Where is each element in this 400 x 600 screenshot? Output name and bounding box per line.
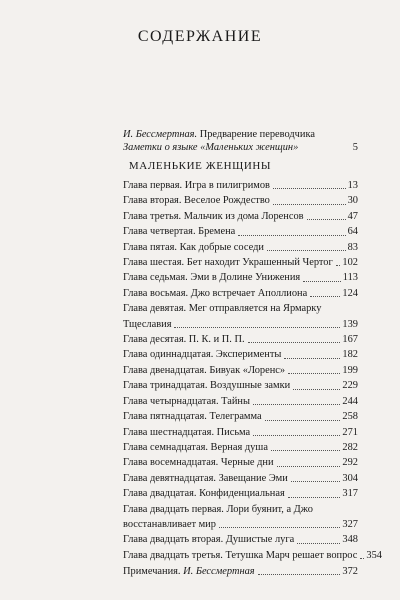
notes-label: Примечания.	[123, 566, 181, 577]
chapter-title: Глава тринадцатая. Воздушные замки	[123, 380, 291, 392]
chapter-title: Глава седьмая. Эми в Долине Унижения	[123, 272, 301, 284]
toc-entry	[123, 286, 358, 301]
chapter-page-number: 182	[342, 349, 358, 361]
dot-leader	[293, 389, 340, 390]
notes-entry	[123, 565, 358, 579]
chapter-page-number: 282	[342, 441, 358, 453]
chapter-title: Глава третья. Мальчик из дома Лоренсов	[123, 210, 304, 222]
toc-entry	[123, 455, 358, 470]
toc-entry	[123, 224, 358, 239]
chapter-page-number: 47	[347, 210, 358, 222]
section-heading: МАЛЕНЬКИЕ ЖЕНЩИНЫ	[128, 160, 272, 172]
chapter-title: Глава двадцать третья. Тетушка Марч решает вопрос	[123, 549, 358, 561]
chapter-title: Глава четырнадцатая. Тайны	[123, 395, 250, 407]
page-title: СОДЕРЖАНИЕ	[137, 28, 263, 45]
chapter-title: Глава вторая. Веселое Рождество	[123, 195, 270, 207]
chapter-page-number: 244	[342, 395, 358, 407]
toc-entry	[123, 178, 358, 193]
toc-entry	[123, 440, 358, 455]
preface-title-line	[123, 128, 358, 141]
chapter-page-number: 113	[342, 272, 358, 284]
chapter-page-number: 229	[342, 380, 358, 392]
chapter-page-number: 13	[347, 180, 358, 191]
dot-leader	[258, 574, 341, 575]
toc-entry	[123, 502, 358, 533]
dot-leader	[297, 543, 340, 544]
dot-leader	[273, 204, 346, 205]
chapter-title: Глава двадцать вторая. Душистые луга	[123, 534, 295, 546]
chapter-page-number: 83	[347, 241, 358, 253]
toc-entry	[123, 193, 358, 208]
chapter-title: Глава восемнадцатая. Черные дни	[123, 457, 274, 469]
preface-title: Предварение переводчика	[197, 129, 315, 140]
toc-entry	[123, 347, 358, 362]
dot-leader	[288, 373, 340, 374]
chapter-title: Глава девятнадцатая. Завещание Эми	[123, 472, 288, 484]
toc-entry	[123, 378, 358, 393]
chapter-title-line1: Глава двадцать первая. Лори буянит, а Джо	[123, 503, 313, 515]
dot-leader	[273, 188, 346, 189]
preface-author: И. Бессмертная.	[123, 129, 198, 140]
toc-entry	[123, 270, 358, 285]
chapter-title: Глава одиннадцатая. Эксперименты	[123, 349, 282, 361]
toc-entry	[123, 394, 358, 409]
chapter-page-number: 30	[347, 195, 358, 207]
chapter-title: Глава первая. Игра в пилигримов	[123, 180, 270, 191]
chapter-title-line2: восстанавливает мир	[123, 518, 216, 530]
chapter-page-number: 167	[342, 334, 358, 346]
chapter-page-number: 317	[342, 488, 358, 500]
preface-entry	[123, 128, 358, 154]
dot-leader	[336, 265, 341, 266]
chapter-page-number: 258	[342, 411, 358, 423]
toc-entry	[123, 332, 358, 347]
dot-leader	[219, 527, 340, 528]
dot-leader	[253, 435, 340, 436]
chapter-page-number: 199	[342, 364, 358, 376]
chapter-title: Глава шестнадцатая. Письма	[123, 426, 251, 438]
toc-entry	[123, 548, 382, 563]
toc-entry	[123, 240, 358, 255]
dot-leader	[307, 219, 346, 220]
dot-leader	[248, 342, 341, 343]
chapter-page-number: 292	[342, 457, 358, 469]
chapter-title-line2: Тщеславия	[123, 318, 172, 330]
dot-leader	[271, 450, 340, 451]
notes-label-group	[123, 565, 255, 579]
toc-entry	[123, 471, 358, 486]
dot-leader	[267, 250, 346, 251]
chapter-list	[123, 178, 382, 563]
dot-leader	[174, 327, 340, 328]
dot-leader	[277, 466, 341, 467]
chapter-title: Глава пятая. Как добрые соседи	[123, 241, 264, 253]
chapter-page-number: 124	[342, 287, 358, 299]
dot-leader	[238, 235, 345, 236]
notes-page-number: 372	[342, 566, 358, 577]
chapter-title: Глава десятая. П. К. и П. П.	[123, 334, 245, 346]
dot-leader	[310, 296, 340, 297]
chapter-title: Глава семнадцатая. Верная душа	[123, 441, 268, 453]
chapter-page-number: 64	[347, 226, 358, 238]
chapter-title-line2-row	[123, 517, 358, 532]
chapter-page-number: 304	[342, 472, 358, 484]
chapter-title: Глава пятнадцатая. Телеграмма	[123, 411, 262, 423]
chapter-title: Глава шестая. Бет находит Украшенный Чертог	[123, 257, 333, 269]
dot-leader	[253, 404, 340, 405]
toc-entry	[123, 486, 358, 501]
toc-entry	[123, 363, 358, 378]
dot-leader	[291, 481, 341, 482]
notes-author: И. Бессмертная	[180, 566, 255, 577]
toc-entry	[123, 255, 358, 270]
dot-leader	[303, 281, 341, 282]
preface-page-number: 5	[352, 142, 358, 153]
dot-leader	[265, 420, 341, 421]
chapter-title: Глава двадцатая. Конфиденциальная	[123, 488, 285, 500]
chapter-page-number: 271	[342, 426, 358, 438]
chapter-page-number: 139	[342, 318, 358, 330]
toc-entry	[123, 409, 358, 424]
dot-leader	[360, 558, 364, 559]
chapter-title: Глава восьмая. Джо встречает Аполлиона	[123, 287, 308, 299]
dot-leader	[288, 497, 341, 498]
chapter-page-number: 102	[342, 257, 358, 269]
chapter-title-line2-row	[123, 317, 358, 332]
chapter-page-number: 348	[342, 534, 358, 546]
chapter-title: Глава четвертая. Бремена	[123, 226, 236, 238]
dot-leader	[284, 358, 340, 359]
chapter-page-number: 354	[366, 549, 382, 561]
toc-entry	[123, 209, 358, 224]
preface-subtitle: Заметки о языке «Маленьких женщин»	[123, 142, 299, 153]
chapter-page-number: 327	[342, 518, 358, 530]
toc-entry	[123, 425, 358, 440]
chapter-title-line1: Глава девятая. Мег отправляется на Ярмарку	[123, 303, 322, 315]
chapter-title: Глава двенадцатая. Бивуак «Лоренс»	[123, 364, 286, 376]
toc-entry	[123, 301, 358, 332]
toc-entry	[123, 532, 358, 547]
